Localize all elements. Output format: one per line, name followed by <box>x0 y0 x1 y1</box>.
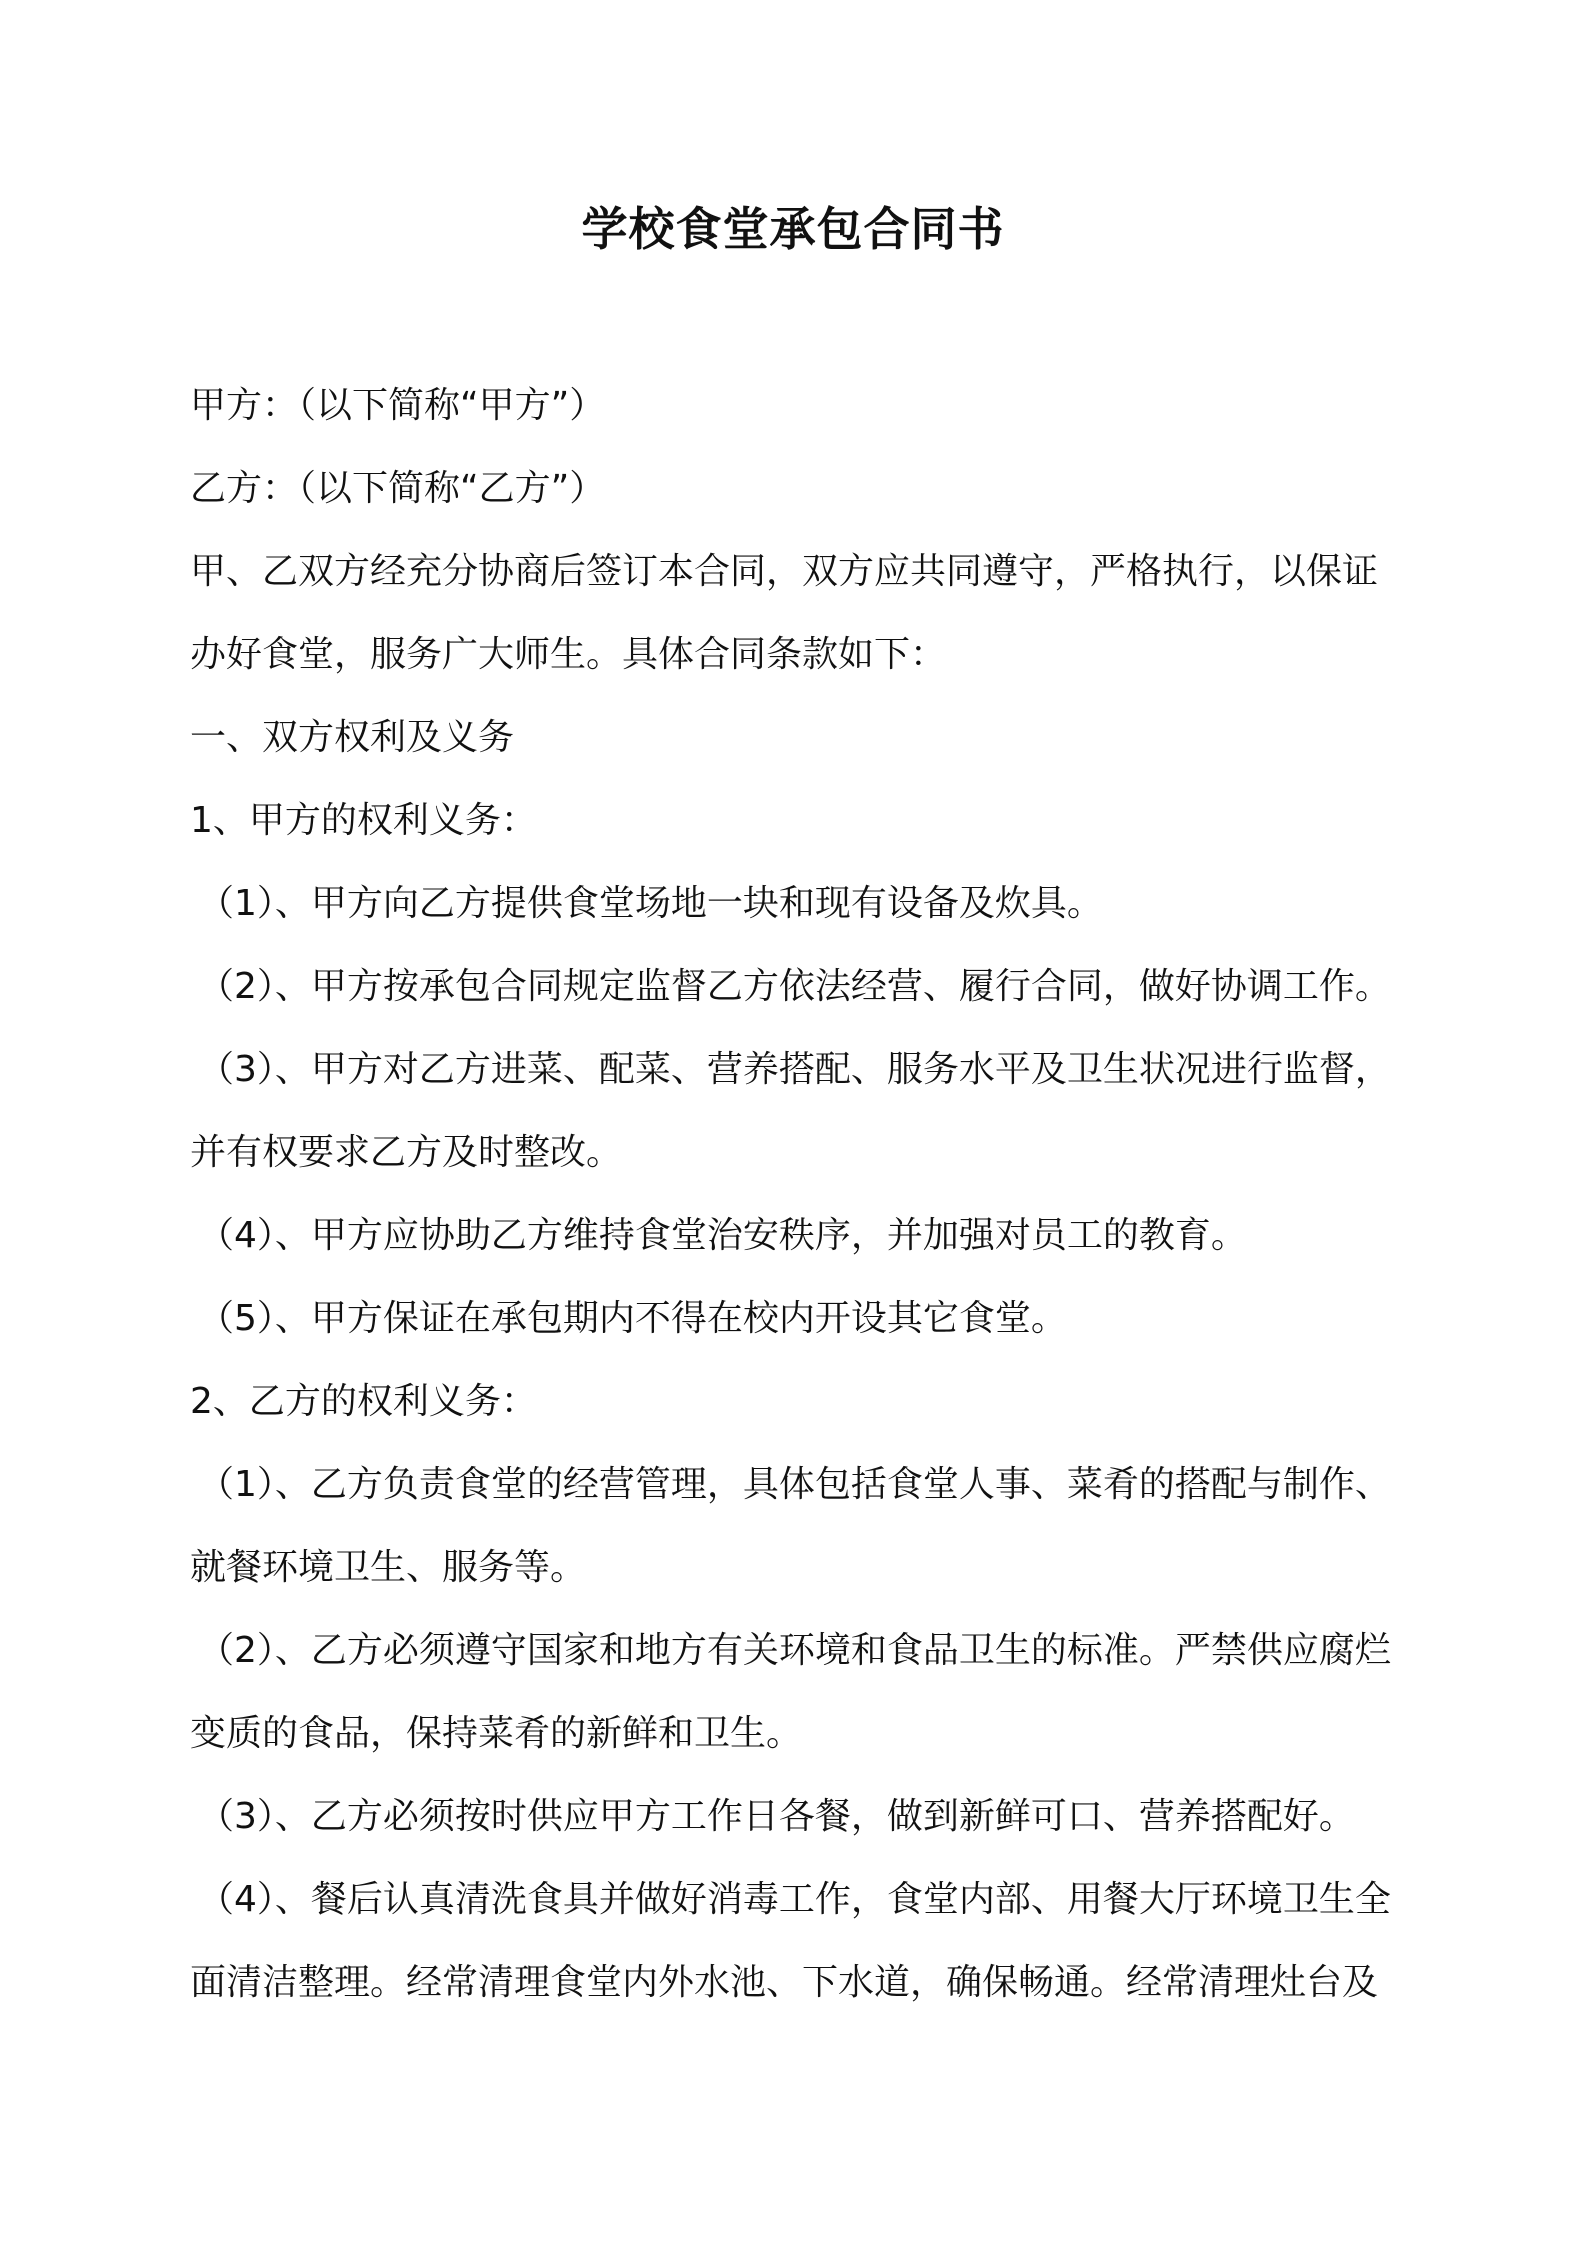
document-title: 学校食堂承包合同书 <box>581 201 1005 256</box>
preamble-line-1: 甲、乙双方经充分协商后签订本合同，双方应共同遵守，严格执行，以保证 <box>190 551 1379 592</box>
subsection-party-b: 2、乙方的权利义务： <box>190 1381 537 1422</box>
subsection-party-a: 1、甲方的权利义务： <box>190 800 537 841</box>
clause-b2-cont: 变质的食品，保持菜肴的新鲜和卫生。 <box>190 1713 803 1754</box>
clause-a3-cont: 并有权要求乙方及时整改。 <box>190 1132 623 1173</box>
clause-b2: （2）、乙方必须遵守国家和地方有关环境和食品卫生的标准。严禁供应腐烂 <box>198 1630 1391 1671</box>
clause-b3: （3）、乙方必须按时供应甲方工作日各餐，做到新鲜可口、营养搭配好。 <box>198 1796 1355 1837</box>
party-a-line: 甲方：（以下简称“甲方”） <box>190 385 606 426</box>
section-heading-rights: 一、双方权利及义务 <box>190 717 515 758</box>
party-b-line: 乙方：（以下简称“乙方”） <box>190 468 606 509</box>
clause-a2: （2）、甲方按承包合同规定监督乙方依法经营、履行合同，做好协调工作。 <box>198 966 1391 1007</box>
clause-b1-cont: 就餐环境卫生、服务等。 <box>190 1547 587 1588</box>
clause-b1: （1）、乙方负责食堂的经营管理，具体包括食堂人事、菜肴的搭配与制作、 <box>198 1464 1391 1505</box>
clause-b4: （4）、餐后认真清洗食具并做好消毒工作，食堂内部、用餐大厅环境卫生全 <box>198 1879 1391 1920</box>
clause-b4-cont: 面清洁整理。经常清理食堂内外水池、下水道，确保畅通。经常清理灶台及 <box>190 1962 1379 2003</box>
preamble-line-2: 办好食堂，服务广大师生。具体合同条款如下： <box>190 634 947 675</box>
document-body <box>190 364 1430 2024</box>
clause-a3: （3）、甲方对乙方进菜、配菜、营养搭配、服务水平及卫生状况进行监督， <box>198 1049 1391 1090</box>
clause-a4: （4）、甲方应协助乙方维持食堂治安秩序，并加强对员工的教育。 <box>198 1215 1247 1256</box>
clause-a1: （1）、甲方向乙方提供食堂场地一块和现有设备及炊具。 <box>198 883 1103 924</box>
clause-a5: （5）、甲方保证在承包期内不得在校内开设其它食堂。 <box>198 1298 1067 1339</box>
